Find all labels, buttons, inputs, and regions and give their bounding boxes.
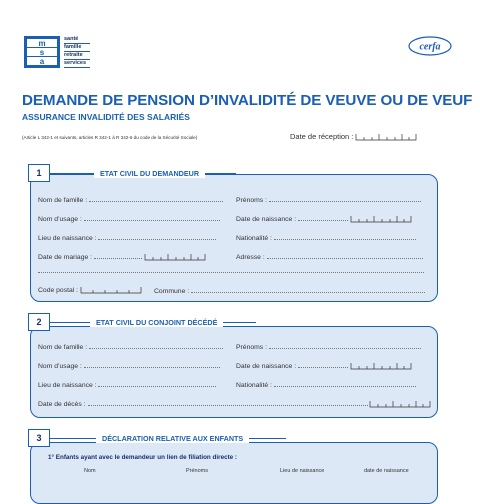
s1-nationalite[interactable] [236, 233, 416, 242]
s2-nom-famille-label: Nom de famille : [38, 344, 88, 351]
s1-adresse[interactable] [236, 252, 423, 261]
s2-lieu-naissance-label: Lieu de naissance : [38, 382, 97, 389]
s2-date-naissance-label: Date de naissance : [236, 363, 297, 370]
section-3-number: 3 [28, 429, 50, 447]
s1-nom-usage-label: Nom d’usage : [38, 216, 82, 223]
s2-nationalite-label: Nationalité : [236, 382, 272, 389]
s2-prenoms-label: Prénoms : [236, 344, 267, 351]
s2-date-naissance[interactable] [236, 361, 412, 370]
s1-address-line[interactable] [38, 272, 424, 273]
s1-nationalite-label: Nationalité : [236, 235, 272, 242]
col-header-nom: Nom [84, 468, 96, 474]
s2-lieu-naissance[interactable] [38, 380, 216, 389]
col-header-lieu-naissance: Lieu de naissance [280, 468, 325, 474]
logo-line: services [64, 60, 90, 68]
legal-reference: (Article L 342-1 et suivants, articles R 342-1 à R 342-6 du code de la Sécurité Sociale) [22, 135, 198, 140]
cerfa-logo [408, 36, 452, 56]
s1-nom-famille[interactable] [38, 195, 223, 204]
s2-date-deces-label: Date de décès : [38, 401, 86, 408]
page-title: DEMANDE DE PENSION D’INVALIDITÉ DE VEUVE OU DE VEUF [22, 92, 473, 109]
msa-logo [24, 36, 60, 68]
s1-adresse-label: Adresse : [236, 254, 265, 261]
s2-prenoms[interactable] [236, 342, 421, 351]
s1-date-mariage-label: Date de mariage : [38, 254, 93, 261]
svg-text:m: m [38, 39, 46, 48]
s2-nom-usage-label: Nom d’usage : [38, 363, 82, 370]
section-1-title: ETAT CIVIL DU DEMANDEUR [94, 169, 205, 178]
s2-nom-usage[interactable] [38, 361, 220, 370]
logo-line: famille [64, 44, 90, 52]
svg-text:s: s [39, 48, 45, 57]
svg-text:a: a [39, 57, 45, 66]
s1-code-postal[interactable] [38, 286, 142, 294]
s1-commune-label: Commune : [154, 288, 190, 295]
col-header-date-naissance: date de naissance [364, 468, 409, 474]
reception-date [290, 132, 417, 141]
section-2-number: 2 [28, 313, 50, 331]
s1-date-mariage[interactable] [38, 252, 206, 261]
logo-lines [64, 36, 90, 68]
s2-nationalite[interactable] [236, 380, 416, 389]
col-header-prenoms: Prénoms [186, 468, 209, 474]
reception-date-field[interactable] [355, 133, 417, 141]
s1-date-naissance-label: Date de naissance : [236, 216, 297, 223]
s1-commune[interactable] [154, 286, 425, 295]
s1-lieu-naissance[interactable] [38, 233, 216, 242]
s1-prenoms[interactable] [236, 195, 421, 204]
page-subtitle: ASSURANCE INVALIDITÉ DES SALARIÉS [22, 112, 190, 122]
section-2-title: ETAT CIVIL DU CONJOINT DÉCÉDÉ [90, 318, 223, 327]
s1-prenoms-label: Prénoms : [236, 197, 267, 204]
logo-line: santé [64, 36, 90, 44]
reception-label: Date de réception : [290, 132, 354, 141]
s2-date-deces[interactable] [38, 399, 431, 408]
section-3-title: DÉCLARATION RELATIVE AUX ENFANTS [96, 434, 249, 443]
s1-code-postal-label: Code postal : [38, 287, 79, 294]
s1-lieu-naissance-label: Lieu de naissance : [38, 235, 97, 242]
s1-nom-famille-label: Nom de famille : [38, 197, 88, 204]
svg-text:cerfa: cerfa [419, 41, 441, 53]
logo-line: retraite [64, 52, 90, 60]
section-3-subsection: 1° Enfants ayant avec le demandeur un lien de filiation directe : [48, 454, 238, 461]
s2-nom-famille[interactable] [38, 342, 223, 351]
s1-nom-usage[interactable] [38, 214, 220, 223]
section-1-number: 1 [28, 164, 50, 182]
s1-date-naissance[interactable] [236, 214, 412, 223]
